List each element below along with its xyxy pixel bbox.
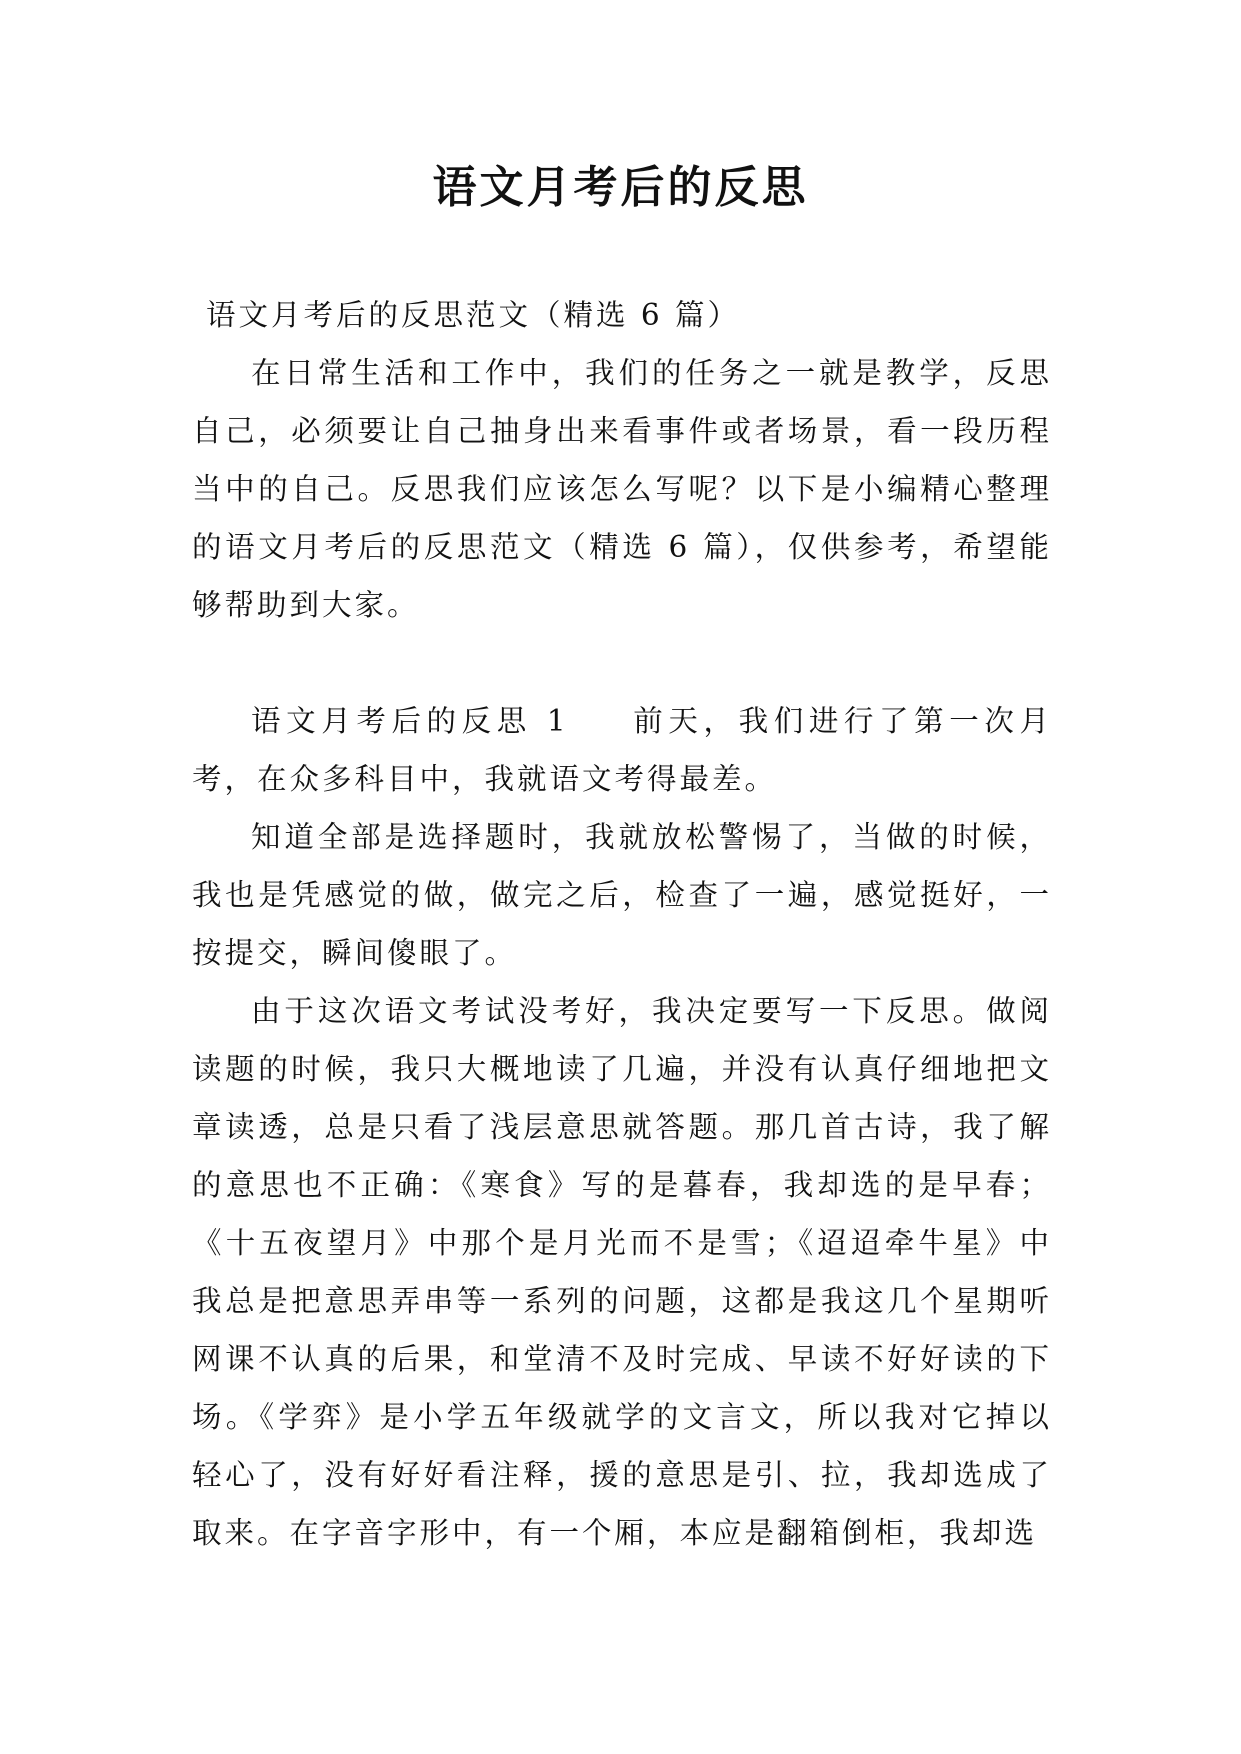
document-title: 语文月考后的反思 <box>432 162 809 213</box>
section-1-paragraph <box>192 692 1052 808</box>
section-1-text: 前天，我们进行了第一次月考，在众多科目中，我就语文考得最差。 <box>192 704 1052 796</box>
paragraph-gap <box>192 634 1052 692</box>
document-subtitle: 语文月考后的反思范文（精选 6 篇） <box>206 298 741 332</box>
body-paragraph: 由于这次语文考试没考好，我决定要写一下反思。做阅读题的时候，我只大概地读了几遍，并没有认真仔细地把文章读透，总是只看了浅层意思就答题。那几首古诗，我了解的意思也不正确：《寒食》写的是暮春，我却选的是早春；《十五夜望月》中那个是月光而不是雪；《迢迢牵牛星》中我总是把意思弄串等一系列的问题，这都是我这几个星期听网课不认真的后果，和堂清不及时完成、早读不好好读的下场。《学弈》是小学五年级就学的文言文，所以我对它掉以轻心了，没有好好看注释，援的意思是引、拉，我却选成了取来。在字音字形中，有一个厢，本应是翻箱倒柜，我却选 <box>192 994 1052 1550</box>
section-1-heading: 语文月考后的反思 1 <box>251 704 569 738</box>
intro-paragraph: 在日常生活和工作中，我们的任务之一就是教学，反思自己，必须要让自己抽身出来看事件或者场景，看一段历程当中的自己。反思我们应该怎么写呢？以下是小编精心整理的语文月考后的反思范文（精选 6 篇），仅供参考，希望能够帮助到大家。 <box>192 356 1052 622</box>
body-paragraph: 知道全部是选择题时，我就放松警惕了，当做的时候，我也是凭感觉的做，做完之后，检查了一遍，感觉挺好，一按提交，瞬间傻眼了。 <box>192 820 1052 970</box>
document-body <box>192 286 1052 1562</box>
